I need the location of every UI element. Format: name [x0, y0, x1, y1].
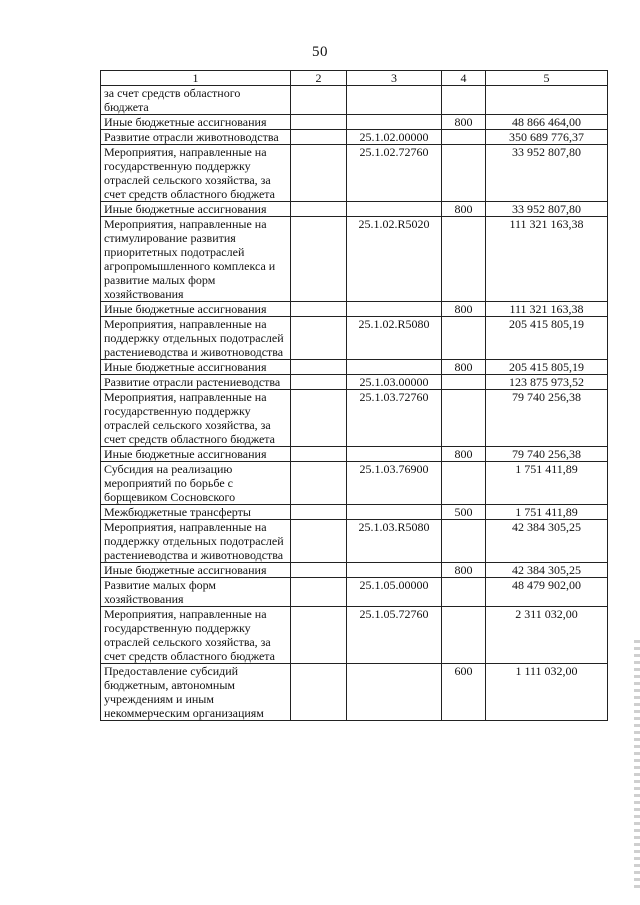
row-col2-cell [291, 390, 347, 447]
row-name-cell: Предоставление субсидий бюджетным, автономным учреждениям и иным некоммерческим организациям [101, 664, 291, 721]
row-name-cell: Иные бюджетные ассигнования [101, 563, 291, 578]
row-amount-cell [486, 86, 608, 115]
row-amount-cell: 2 311 032,00 [486, 607, 608, 664]
row-name-cell: Иные бюджетные ассигнования [101, 202, 291, 217]
row-col2-cell [291, 302, 347, 317]
row-name-cell: Развитие малых форм хозяйствования [101, 578, 291, 607]
row-type-cell [442, 578, 486, 607]
row-amount-cell: 42 384 305,25 [486, 520, 608, 563]
row-name-cell: Иные бюджетные ассигнования [101, 302, 291, 317]
row-code-cell: 25.1.02.R5020 [347, 217, 442, 302]
row-type-cell [442, 520, 486, 563]
row-name-cell: Мероприятия, направленные на поддержку отдельных подотраслей растениеводства и животноводства [101, 317, 291, 360]
row-code-cell [347, 115, 442, 130]
row-name-cell: Иные бюджетные ассигнования [101, 360, 291, 375]
table-row [101, 130, 608, 145]
row-code-cell: 25.1.03.76900 [347, 462, 442, 505]
row-type-cell: 800 [442, 447, 486, 462]
column-header-3: 3 [347, 71, 442, 86]
table-row [101, 578, 608, 607]
row-type-cell: 500 [442, 505, 486, 520]
row-col2-cell [291, 505, 347, 520]
row-code-cell: 25.1.02.R5080 [347, 317, 442, 360]
row-col2-cell [291, 217, 347, 302]
row-type-cell [442, 317, 486, 360]
row-code-cell [347, 664, 442, 721]
row-code-cell: 25.1.05.72760 [347, 607, 442, 664]
row-amount-cell: 42 384 305,25 [486, 563, 608, 578]
column-header-1: 1 [101, 71, 291, 86]
scan-edge-mark [634, 640, 640, 890]
row-col2-cell [291, 202, 347, 217]
column-header-5: 5 [486, 71, 608, 86]
row-amount-cell: 1 751 411,89 [486, 505, 608, 520]
row-name-cell: Мероприятия, направленные на стимулирование развития приоритетных подотраслей агропромышленного комплекса и развитие малых форм хозяйствования [101, 217, 291, 302]
row-col2-cell [291, 563, 347, 578]
row-code-cell: 25.1.03.R5080 [347, 520, 442, 563]
table-row [101, 462, 608, 505]
row-name-cell: Субсидия на реализацию мероприятий по борьбе с борщевиком Сосновского [101, 462, 291, 505]
row-col2-cell [291, 86, 347, 115]
row-name-cell: за счет средств областного бюджета [101, 86, 291, 115]
row-type-cell [442, 130, 486, 145]
table-row [101, 563, 608, 578]
row-col2-cell [291, 115, 347, 130]
table-row [101, 86, 608, 115]
row-name-cell: Иные бюджетные ассигнования [101, 447, 291, 462]
row-name-cell: Иные бюджетные ассигнования [101, 115, 291, 130]
table-row [101, 302, 608, 317]
row-type-cell [442, 462, 486, 505]
row-col2-cell [291, 578, 347, 607]
table-row [101, 217, 608, 302]
row-amount-cell: 48 866 464,00 [486, 115, 608, 130]
row-amount-cell: 48 479 902,00 [486, 578, 608, 607]
row-col2-cell [291, 462, 347, 505]
row-name-cell: Межбюджетные трансферты [101, 505, 291, 520]
row-code-cell [347, 202, 442, 217]
row-amount-cell: 1 751 411,89 [486, 462, 608, 505]
row-code-cell: 25.1.05.00000 [347, 578, 442, 607]
row-type-cell: 800 [442, 360, 486, 375]
row-name-cell: Развитие отрасли растениеводства [101, 375, 291, 390]
budget-table [100, 70, 608, 721]
row-type-cell [442, 390, 486, 447]
table-row [101, 390, 608, 447]
row-amount-cell: 33 952 807,80 [486, 145, 608, 202]
row-type-cell [442, 145, 486, 202]
row-col2-cell [291, 447, 347, 462]
row-amount-cell: 123 875 973,52 [486, 375, 608, 390]
row-code-cell: 25.1.03.00000 [347, 375, 442, 390]
row-col2-cell [291, 607, 347, 664]
page-number: 50 [312, 44, 328, 60]
row-code-cell: 25.1.02.72760 [347, 145, 442, 202]
table-row [101, 115, 608, 130]
row-code-cell [347, 447, 442, 462]
table-row [101, 505, 608, 520]
row-name-cell: Мероприятия, направленные на государственную поддержку отраслей сельского хозяйства, за счет средств областного бюджета [101, 607, 291, 664]
row-code-cell [347, 505, 442, 520]
row-amount-cell: 350 689 776,37 [486, 130, 608, 145]
row-code-cell [347, 86, 442, 115]
row-type-cell: 600 [442, 664, 486, 721]
row-type-cell: 800 [442, 563, 486, 578]
table-row [101, 664, 608, 721]
table-row [101, 607, 608, 664]
row-amount-cell: 205 415 805,19 [486, 360, 608, 375]
row-amount-cell: 79 740 256,38 [486, 447, 608, 462]
table-header-row [101, 71, 608, 86]
row-name-cell: Мероприятия, направленные на государственную поддержку отраслей сельского хозяйства, за счет средств областного бюджета [101, 390, 291, 447]
row-name-cell: Развитие отрасли животноводства [101, 130, 291, 145]
row-type-cell: 800 [442, 202, 486, 217]
row-name-cell: Мероприятия, направленные на государственную поддержку отраслей сельского хозяйства, за счет средств областного бюджета [101, 145, 291, 202]
row-col2-cell [291, 360, 347, 375]
row-code-cell [347, 563, 442, 578]
row-amount-cell: 79 740 256,38 [486, 390, 608, 447]
row-col2-cell [291, 145, 347, 202]
row-type-cell: 800 [442, 115, 486, 130]
row-code-cell: 25.1.02.00000 [347, 130, 442, 145]
row-amount-cell: 33 952 807,80 [486, 202, 608, 217]
row-amount-cell: 205 415 805,19 [486, 317, 608, 360]
table-row [101, 447, 608, 462]
row-col2-cell [291, 520, 347, 563]
row-code-cell [347, 302, 442, 317]
row-type-cell [442, 86, 486, 115]
row-code-cell [347, 360, 442, 375]
table-row [101, 145, 608, 202]
column-header-2: 2 [291, 71, 347, 86]
table-row [101, 520, 608, 563]
row-type-cell [442, 607, 486, 664]
row-amount-cell: 111 321 163,38 [486, 217, 608, 302]
row-type-cell [442, 217, 486, 302]
row-col2-cell [291, 664, 347, 721]
table-row [101, 317, 608, 360]
table-row [101, 202, 608, 217]
row-col2-cell [291, 317, 347, 360]
row-amount-cell: 1 111 032,00 [486, 664, 608, 721]
row-name-cell: Мероприятия, направленные на поддержку отдельных подотраслей растениеводства и животноводства [101, 520, 291, 563]
table-row [101, 360, 608, 375]
table-row [101, 375, 608, 390]
row-type-cell [442, 375, 486, 390]
table-body [101, 86, 608, 721]
row-code-cell: 25.1.03.72760 [347, 390, 442, 447]
row-col2-cell [291, 130, 347, 145]
row-col2-cell [291, 375, 347, 390]
column-header-4: 4 [442, 71, 486, 86]
row-type-cell: 800 [442, 302, 486, 317]
row-amount-cell: 111 321 163,38 [486, 302, 608, 317]
